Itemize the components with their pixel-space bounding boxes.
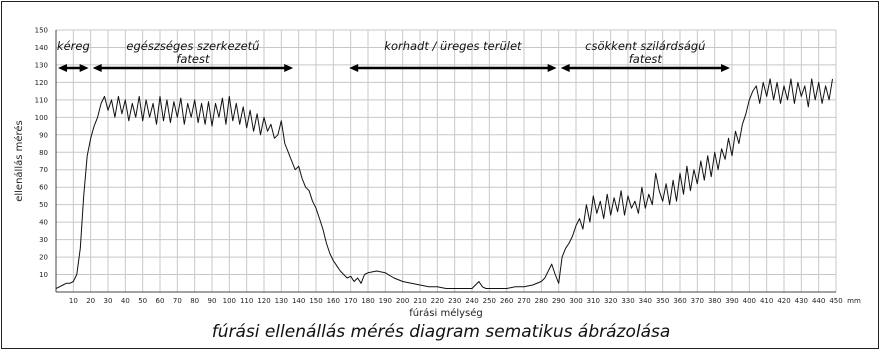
zone-label-line2: fatest (176, 52, 210, 66)
x-tick-label: 90 (207, 297, 217, 305)
x-tick-label: 390 (725, 297, 739, 305)
x-tick-label: 450 (829, 297, 843, 305)
x-tick-label: 220 (430, 297, 445, 305)
y-tick-label: 60 (39, 183, 48, 192)
x-tick-label: 330 (621, 297, 635, 305)
x-tick-label: 370 (690, 297, 705, 305)
x-tick-label: 270 (517, 297, 531, 305)
x-tick-label: 300 (569, 297, 583, 305)
x-tick-label: 170 (343, 297, 358, 305)
x-tick-label: 150 (309, 297, 323, 305)
x-tick-label: 430 (794, 297, 809, 305)
x-tick-label: 20 (86, 297, 96, 305)
x-tick-label: 290 (551, 297, 566, 305)
y-tick-label: 150 (34, 26, 48, 35)
x-tick-label: 130 (274, 297, 289, 305)
chart-caption: fúrási ellenállás mérés diagram sematikus ábrázolása (211, 322, 671, 342)
y-tick-label: 20 (39, 253, 48, 262)
x-tick-label: 70 (172, 297, 182, 305)
x-tick-label: 100 (222, 297, 237, 305)
zone-label: csökkent szilárdságú (585, 39, 706, 53)
zone-label-line2: fatest (628, 52, 662, 66)
y-tick-label: 50 (39, 201, 48, 210)
y-tick-label: 70 (39, 166, 48, 175)
x-tick-label: 160 (326, 297, 341, 305)
x-tick-label: 110 (239, 297, 254, 305)
x-tick-label: 200 (395, 297, 410, 305)
y-tick-label: 130 (34, 61, 48, 70)
y-tick-label: 100 (34, 113, 48, 122)
y-tick-label: 120 (34, 78, 48, 87)
x-tick-label: 30 (103, 297, 113, 305)
x-unit-label: mm (847, 297, 861, 305)
x-tick-label: 10 (68, 297, 78, 305)
x-tick-label: 400 (742, 297, 757, 305)
x-tick-label: 140 (291, 297, 306, 305)
x-tick-label: 40 (120, 297, 130, 305)
x-axis-title: fúrási mélység (409, 308, 483, 319)
zone-label: korhadt / üreges terület (384, 39, 522, 53)
x-tick-label: 360 (673, 297, 687, 305)
y-tick-label: 10 (39, 271, 48, 280)
x-tick-label: 440 (811, 297, 826, 305)
zone-label: kéreg (56, 39, 90, 53)
x-tick-label: 260 (499, 297, 514, 305)
y-tick-label: 30 (39, 236, 48, 245)
y-tick-label: 40 (39, 218, 48, 227)
x-tick-label: 250 (482, 297, 497, 305)
x-tick-label: 380 (707, 297, 722, 305)
y-tick-label: 80 (39, 148, 48, 157)
x-tick-label: 50 (138, 297, 148, 305)
x-tick-label: 320 (603, 297, 618, 305)
x-tick-label: 60 (155, 297, 165, 305)
x-tick-label: 120 (257, 297, 271, 305)
x-tick-label: 420 (777, 297, 791, 305)
x-tick-label: 410 (759, 297, 774, 305)
x-tick-label: 350 (655, 297, 670, 305)
y-tick-label: 110 (34, 96, 48, 105)
x-tick-label: 190 (378, 297, 393, 305)
x-tick-label: 280 (534, 297, 549, 305)
y-tick-label: 90 (39, 131, 48, 140)
x-tick-label: 310 (586, 297, 601, 305)
x-tick-label: 230 (447, 297, 462, 305)
y-axis-title: ellenállás mérés (14, 120, 25, 202)
x-tick-label: 240 (465, 297, 479, 305)
zone-label: egészséges szerkezetű (126, 39, 260, 53)
x-tick-label: 340 (638, 297, 653, 305)
x-tick-label: 180 (361, 297, 375, 305)
x-tick-label: 80 (190, 297, 200, 305)
y-tick-label: 140 (34, 43, 48, 52)
x-tick-label: 210 (413, 297, 427, 305)
